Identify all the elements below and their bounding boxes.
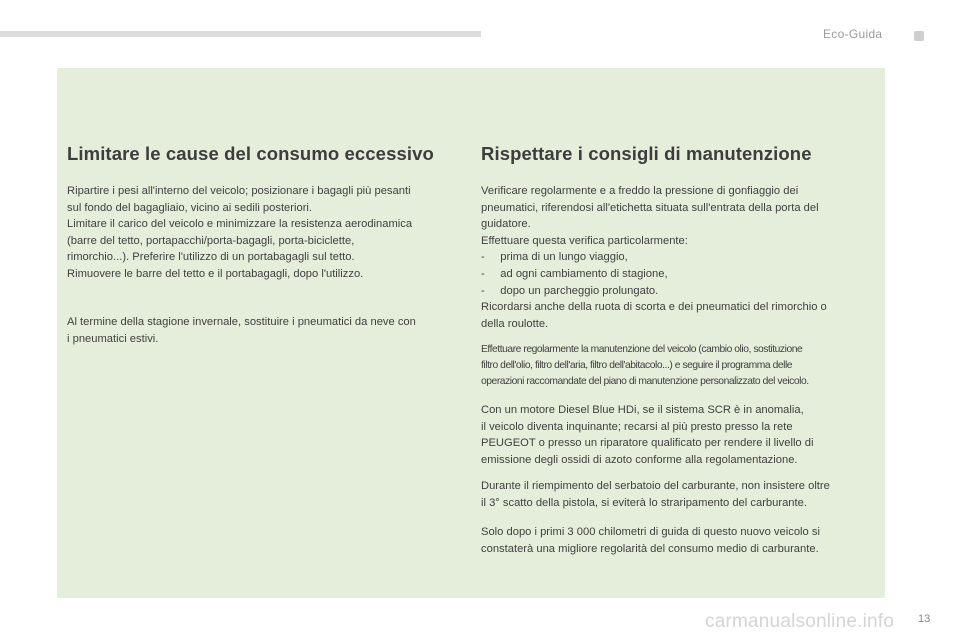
text-line: i pneumatici estivi. [67, 332, 159, 345]
text-line: il veicolo diventa inquinante; recarsi al più presto presso la rete [481, 420, 793, 433]
watermark: carmanualsonline.info [705, 611, 895, 632]
left-paragraph-1 [67, 183, 412, 283]
left-heading: Limitare le cause del consumo eccessivo [67, 143, 434, 164]
text-line: Durante il riempimento del serbatoio del carburante, non insistere oltre [481, 480, 830, 492]
text-line: filtro dell'olio, filtro dell'aria, filtro dell'abitacolo...) e seguire il programma delle [481, 360, 793, 372]
right-paragraph-4 [481, 478, 830, 511]
text-line: rimorchio...). Preferire l'utilizzo di un portabagagli sul tetto. [67, 251, 355, 264]
right-paragraph-3 [481, 402, 813, 468]
text-line: pneumatici, riferendosi all'etichetta situata sull'entrata della porta del [481, 201, 819, 214]
text-line: guidatore. [481, 218, 531, 231]
text-line: Al termine della stagione invernale, sostituire i pneumatici da neve con [67, 316, 416, 328]
text-line: emissione degli ossidi di azoto conforme alla regolamentazione. [481, 453, 798, 466]
text-line: sul fondo del bagagliaio, vicino ai sedili posteriori. [67, 201, 313, 214]
text-line: PEUGEOT o presso un riparatore qualificato per rendere il livello di [481, 437, 814, 450]
text-line: Solo dopo i primi 3 000 chilometri di guida di questo nuovo veicolo si [481, 526, 820, 538]
header-rule [0, 31, 481, 37]
text-line: Limitare il carico del veicolo e minimizzare la resistenza aerodinamica [67, 218, 413, 231]
bullet-line: - ad ogni cambiamento di stagione, [481, 267, 668, 280]
right-paragraph-2 [481, 342, 809, 391]
text-line: constaterà una migliore regolarità del consumo medio di carburante. [481, 542, 819, 555]
right-heading: Rispettare i consigli di manutenzione [481, 143, 812, 164]
text-line: della roulotte. [481, 317, 549, 330]
text-line: operazioni raccomandate del piano di manutenzione personalizzato del veicolo. [481, 376, 809, 388]
bullet-line: - prima di un lungo viaggio, [481, 251, 628, 264]
text-line: Verificare regolarmente e a freddo la pressione di gonfiaggio dei [481, 185, 799, 197]
left-paragraph-2 [67, 314, 416, 347]
text-line: Con un motore Diesel Blue HDi, se il sistema SCR è in anomalia, [481, 404, 804, 416]
text-line: Ricordarsi anche della ruota di scorta e dei pneumatici del rimorchio o [481, 301, 827, 314]
text-line: (barre del tetto, portapacchi/porta-bagagli, porta-biciclette, [67, 234, 355, 247]
text-line: Ripartire i pesi all'interno del veicolo; posizionare i bagagli più pesanti [67, 185, 411, 197]
right-paragraph-5 [481, 524, 820, 557]
page-number: 13 [918, 613, 931, 625]
text-line: Rimuovere le barre del tetto e il portabagagli, dopo l'utilizzo. [67, 267, 364, 280]
right-paragraph-1 [481, 183, 827, 332]
text-line: il 3° scatto della pistola, si eviterà lo straripamento del carburante. [481, 496, 807, 509]
text-line: Effettuare regolarmente la manutenzione del veicolo (cambio olio, sostituzione [481, 344, 803, 355]
section-title: Eco-Guida [823, 27, 883, 41]
text-line: Effettuare questa verifica particolarmente: [481, 234, 688, 247]
section-marker [914, 31, 924, 41]
bullet-line: - dopo un parcheggio prolungato. [481, 284, 659, 297]
content-panel [57, 68, 885, 598]
